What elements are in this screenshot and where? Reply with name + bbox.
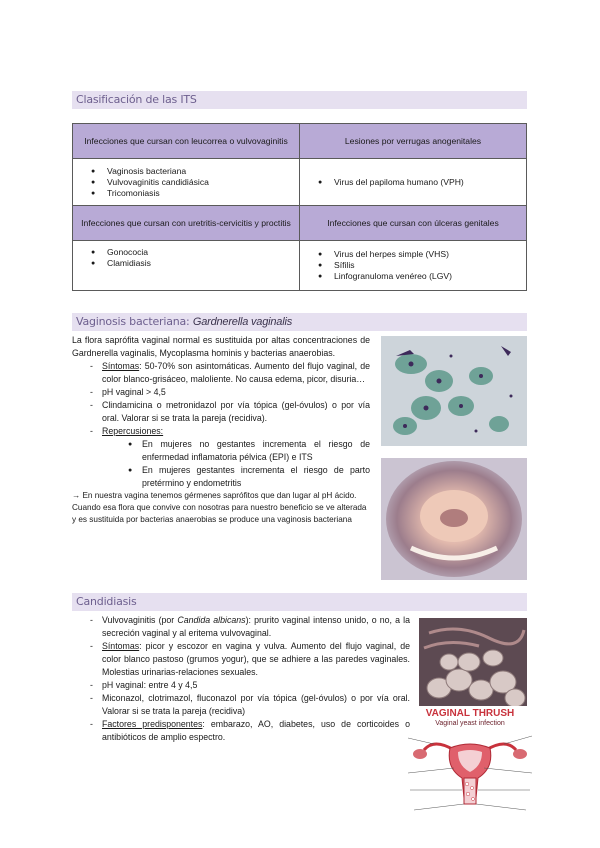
list-item: ● Linfogranuloma venéreo (LGV) [322,271,516,282]
speculum-exam-photo [381,458,527,580]
sintomas-text: : 50-70% son asintomáticas. Aumento del flujo vaginal, de color blanco-grisáceo, maloliente. No causa edema, picor, disuria… [102,361,370,384]
its-classification-table [72,123,527,291]
section-header-candidiasis [72,593,527,611]
table-header-ulceras: Infecciones que cursan con úlceras genitales [300,206,527,241]
table-cell-leucorrea [73,159,300,206]
sintomas-label: Síntomas [102,361,140,371]
candida-micrograph [419,618,527,706]
diagram-subtitle: Vaginal yeast infection [435,720,505,727]
section-title-candidiasis: Candidiasis [76,595,137,608]
vaginal-thrush-diagram [404,708,536,820]
list-item: ● Virus del papiloma humano (VPH) [322,177,516,188]
candidiasis-tratamiento: - Miconazol, clotrimazol, fluconazol por vía tópica (gel-óvulos) o por vía oral. Valorar si se trata la pareja (recidiva) [72,692,410,718]
list-item: ● Vulvovaginitis candidiásica [95,177,289,188]
candidiasis-ph: - pH vaginal: entre 4 y 4,5 [72,679,410,692]
vaginosis-tratamiento: - Clindamicina o metronidazol por vía tópica (gel-óvulos) o por vía oral. Valorar si se trata la pareja (recidiva). [72,399,370,425]
candidiasis-factores [72,718,410,744]
vulvo-suffix: ): prurito vaginal intenso unido, o no, a la secreción vaginal y al eritema vulvovaginal. [102,615,410,638]
list-item: ● Virus del herpes simple (VHS) [322,249,516,260]
table-header-leucorrea: Infecciones que cursan con leucorrea o vulvovaginitis [73,124,300,159]
vaginosis-repercusiones [72,425,370,438]
clue-cells-micrograph [381,336,527,446]
section-title-vaginosis-em: Gardnerella vaginalis [192,316,292,328]
section-title-vaginosis: Vaginosis bacteriana: [76,315,193,328]
repercusion-item: ● En mujeres gestantes incrementa el riesgo de parto pretérmino y endometritis [72,464,370,490]
candidiasis-sintomas [72,640,410,679]
repercusion-item: ● En mujeres no gestantes incrementa el riesgo de enfermedad inflamatoria pélvica (EPI) e ITS [72,438,370,464]
vaginosis-note: → En nuestra vagina tenemos gérmenes saprófitos que dan lugar al pH ácido. Cuando esa flora que convive con nosotras para nuestro beneficio se ve alterada y es sustituida por bacterias anaerobias se produce una vaginosis bacteriana [72,491,367,524]
diagram-title: VAGINAL THRUSH [425,708,515,719]
factores-text: : embarazo, AO, diabetes, uso de corticoides o antibióticos de amplio espectro. [102,719,410,742]
factores-label: Factores predisponentes [102,719,203,729]
vaginosis-sintomas [72,360,370,386]
section-title-its: Clasificación de las ITS [76,93,197,106]
sintomas-text: : picor y escozor en vagina y vulva. Aumento del flujo vaginal, de color blanco pastoso (grumos yogur), que se adhiere a las paredes vaginales. Molestias urinarias-relaciones sexuales. [102,641,410,677]
vulvo-em: Candida albicans [177,615,246,625]
section-header-vaginosis [72,313,527,331]
vaginosis-ph: - pH vaginal > 4,5 [72,386,370,399]
list-item: ● Vaginosis bacteriana [95,166,289,177]
list-item: ● Clamidiasis [95,258,289,269]
list-item: ● Tricomoniasis [95,188,289,199]
vulvo-prefix: Vulvovaginitis (por [102,615,178,625]
sintomas-label: Síntomas [102,641,140,651]
vaginosis-body [72,334,370,526]
uterus-illustration [404,728,536,820]
list-item: ● Sífilis [322,260,516,271]
candidiasis-body [72,614,410,744]
vaginosis-intro: La flora saprófita vaginal normal es sustituida por altas concentraciones de Gardnerella vaginalis, Mycoplasma hominis y bacterias anaerobias. [72,335,370,358]
section-header-its [72,91,527,109]
repercusiones-label: Repercusiones: [102,426,164,436]
candidiasis-vulvovaginitis [72,614,410,640]
list-item: ● Gonococia [95,247,289,258]
table-cell-uretritis [73,241,300,291]
table-header-verrugas: Lesiones por verrugas anogenitales [300,124,527,159]
table-header-uretritis: Infecciones que cursan con uretritis-cervicitis y proctitis [73,206,300,241]
table-cell-ulceras [300,241,527,291]
table-cell-verrugas [300,159,527,206]
